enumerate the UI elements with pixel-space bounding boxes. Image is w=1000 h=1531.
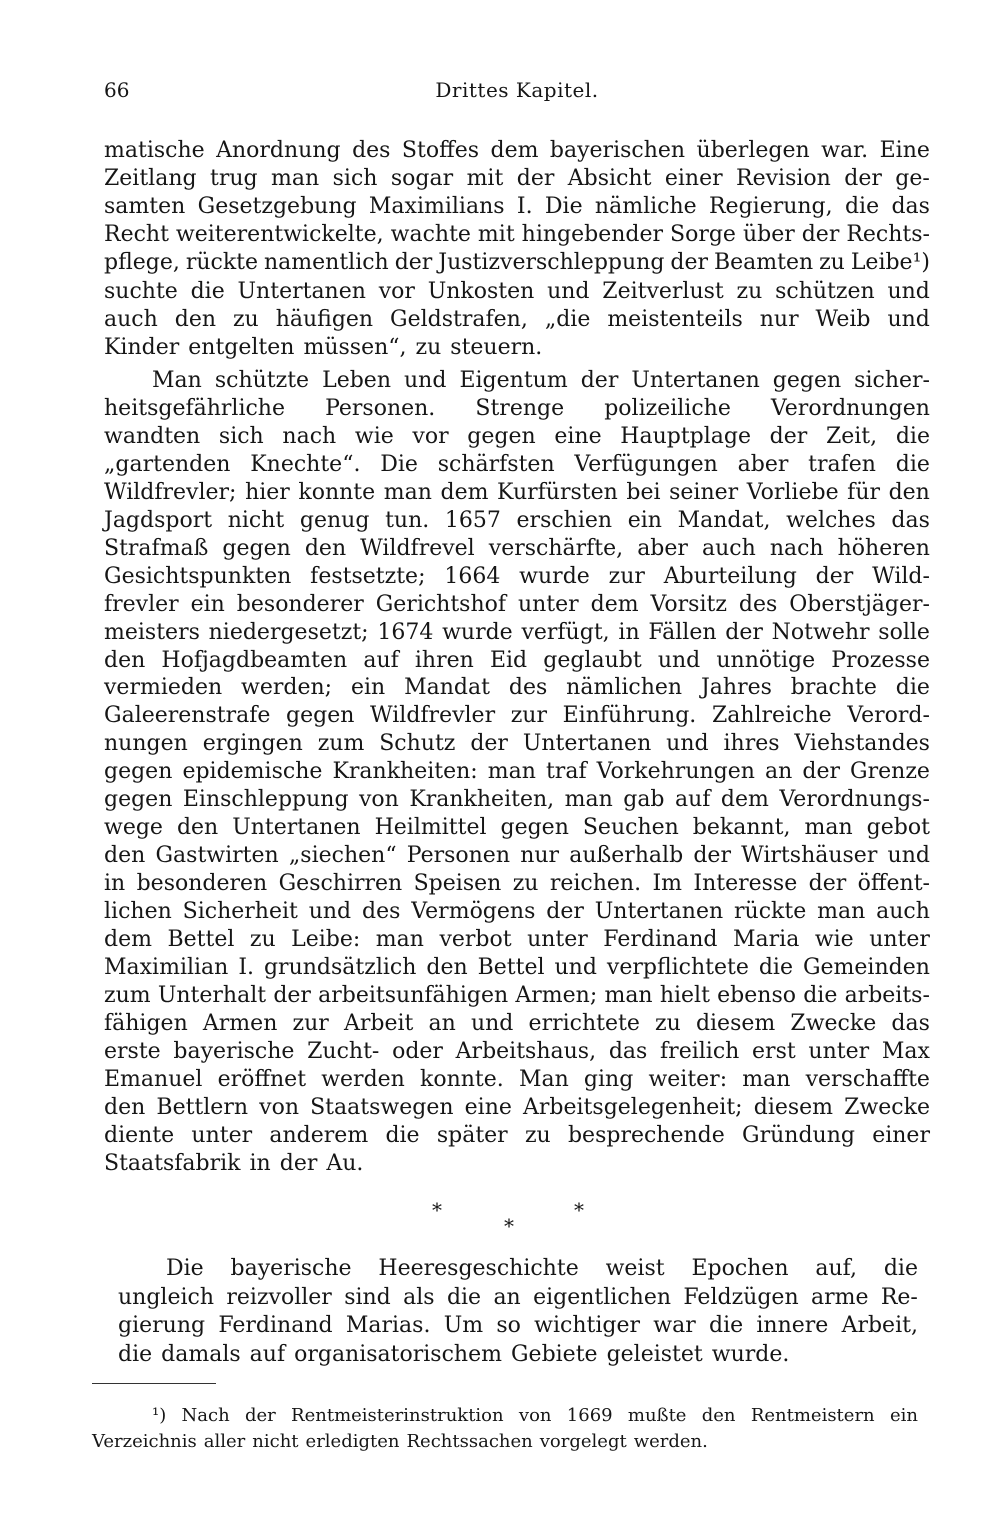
text-line: Gesichtspunkten festsetzte; 1664 wurde zur Aburteilung der Wild- bbox=[104, 563, 930, 589]
text-line: ungleich reizvoller sind als die an eigentlichen Feldzügen arme Re- bbox=[118, 1284, 918, 1310]
text-line: gierung Ferdinand Marias. Um so wichtiger war die innere Arbeit, bbox=[118, 1313, 918, 1338]
text-line: Zeitlang trug man sich sogar mit der Absicht einer Revision der ge- bbox=[104, 166, 930, 192]
text-line: vermieden werden; ein Mandat des nämlichen Jahres brachte die bbox=[104, 675, 930, 701]
text-line: wandten sich nach wie vor gegen eine Hauptplage der Zeit, die bbox=[104, 423, 930, 449]
text-line: Strafmaß gegen den Wildfrevel verschärfte, aber auch nach höheren bbox=[104, 535, 930, 561]
text-line: wege den Untertanen Heilmittel gegen Seuchen bekannt, man gebot bbox=[104, 815, 930, 841]
text-line: diente unter anderem die später zu besprechende Gründung einer bbox=[104, 1122, 930, 1148]
text-line: erste bayerische Zucht- oder Arbeitshaus, das freilich erst unter Max bbox=[104, 1038, 930, 1064]
section-separator bbox=[420, 1198, 600, 1238]
text-line: gegen Einschleppung von Krankheiten, man gab auf dem Verordnungs- bbox=[104, 787, 930, 813]
text-line: auch den zu häufigen Geldstrafen, „die meistenteils nur Weib und bbox=[104, 306, 930, 332]
text-line: Recht weiterentwickelte, wachte mit hingebender Sorge über der Rechts- bbox=[104, 222, 930, 248]
text-line: Jagdsport nicht genug tun. 1657 erschien ein Mandat, welches das bbox=[104, 507, 930, 533]
text-line: „gartenden Knechte“. Die schärfsten Verfügungen aber trafen die bbox=[104, 451, 930, 477]
separator-star: * bbox=[574, 1198, 584, 1222]
page-header bbox=[104, 78, 930, 108]
text-line: den Bettlern von Staatswegen eine Arbeitsgelegenheit; diesem Zwecke bbox=[104, 1094, 930, 1120]
text-line: Man schützte Leben und Eigentum der Untertanen gegen sicher- bbox=[152, 368, 930, 393]
running-head: Drittes Kapitel. bbox=[435, 78, 599, 102]
text-line: die damals auf organisatorischem Gebiete geleistet wurde. bbox=[118, 1341, 790, 1367]
text-line: Staatsfabrik in der Au. bbox=[104, 1150, 364, 1176]
text-line: frevler ein besonderer Gerichtshof unter dem Vorsitz des Oberstjäger- bbox=[104, 591, 930, 617]
text-line: Maximilian I. grundsätzlich den Bettel und verpflichtete die Gemeinden bbox=[104, 954, 930, 980]
text-line: zum Unterhalt der arbeitsunfähigen Armen; man hielt ebenso die arbeits- bbox=[104, 982, 930, 1008]
text-line: Kinder entgelten müssen“, zu steuern. bbox=[104, 334, 543, 360]
separator-star: * bbox=[504, 1214, 514, 1238]
footnote-divider bbox=[92, 1383, 216, 1384]
text-line: den Gastwirten „siechen“ Personen nur außerhalb der Wirtshäuser und bbox=[104, 843, 930, 869]
text-line: matische Anordnung des Stoffes dem bayerischen überlegen war. Eine bbox=[104, 138, 930, 163]
separator-star: * bbox=[432, 1198, 442, 1222]
text-line: pflege, rückte namentlich der Justizverschleppung der Beamten zu Leibe¹) bbox=[104, 250, 930, 276]
text-line: samten Gesetzgebung Maximilians I. Die nämliche Regierung, die das bbox=[104, 194, 930, 220]
footnote-line: ¹) Nach der Rentmeisterinstruktion von 1669 mußte den Rentmeistern ein bbox=[152, 1405, 918, 1426]
text-line: fähigen Armen zur Arbeit an und errichtete zu diesem Zwecke das bbox=[104, 1010, 930, 1036]
footnote-line: Verzeichnis aller nicht erledigten Rechtssachen vorgelegt werden. bbox=[92, 1431, 708, 1452]
text-line: suchte die Untertanen vor Unkosten und Zeitverlust zu schützen und bbox=[104, 278, 930, 304]
text-line: Emanuel eröffnet werden konnte. Man ging weiter: man verschaffte bbox=[104, 1066, 930, 1092]
text-line: Galeerenstrafe gegen Wildfrevler zur Einführung. Zahlreiche Verord- bbox=[104, 703, 930, 729]
text-line: den Hofjagdbeamten auf ihren Eid geglaubt und unnötige Prozesse bbox=[104, 647, 930, 673]
text-line: dem Bettel zu Leibe: man verbot unter Ferdinand Maria wie unter bbox=[104, 927, 930, 952]
page-number: 66 bbox=[104, 78, 130, 102]
text-line: meisters niedergesetzt; 1674 wurde verfügt, in Fällen der Notwehr solle bbox=[104, 619, 930, 645]
text-line: gegen epidemische Krankheiten: man traf Vorkehrungen an der Grenze bbox=[104, 759, 930, 785]
text-line: Wildfrevler; hier konnte man dem Kurfürsten bei seiner Vorliebe für den bbox=[104, 479, 930, 505]
text-line: nungen ergingen zum Schutz der Untertanen und ihres Viehstandes bbox=[104, 731, 930, 757]
text-line: Die bayerische Heeresgeschichte weist Epochen auf, die bbox=[166, 1256, 918, 1281]
text-line: in besonderen Geschirren Speisen zu reichen. Im Interesse der öffent- bbox=[104, 871, 930, 897]
text-line: lichen Sicherheit und des Vermögens der Untertanen rückte man auch bbox=[104, 899, 930, 925]
text-line: heitsgefährliche Personen. Strenge polizeiliche Verordnungen bbox=[104, 395, 930, 421]
